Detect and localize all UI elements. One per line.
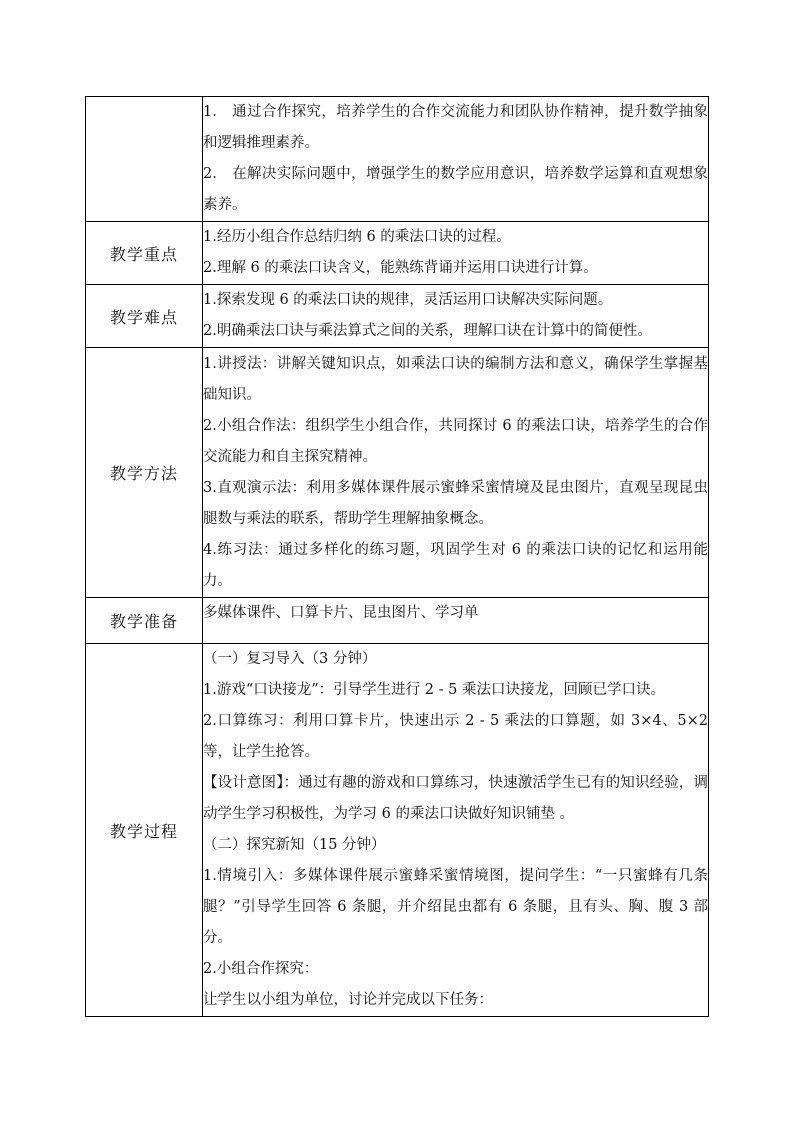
content-paragraph: 1.游戏“口诀接龙”：引导学生进行 2 - 5 乘法口诀接龙，回顾已学口诀。 bbox=[203, 682, 665, 698]
row-label bbox=[86, 97, 203, 222]
row-label: 教学重点 bbox=[86, 222, 203, 285]
content-paragraph: 3.直观演示法：利用多媒体课件展示蜜蜂采蜜情境及昆虫图片，直观呈现昆虫腿数与乘法的联系，帮助学生理解抽象概念。 bbox=[203, 479, 708, 527]
row-content bbox=[203, 348, 709, 598]
row-label: 教学准备 bbox=[86, 598, 203, 644]
content-paragraph: 2.口算练习：利用口算卡片，快速出示 2 - 5 乘法的口算题，如 3×4、5×2 等，让学生抢答。 bbox=[203, 713, 708, 760]
content-paragraph: 2.明确乘法口诀与乘法算式之间的关系，理解口诀在计算中的简便性。 bbox=[203, 323, 652, 339]
row-content bbox=[203, 222, 709, 285]
content-paragraph: 2.小组合作法：组织学生小组合作，共同探讨 6 的乘法口诀，培养学生的合作交流能力和自主探究精神。 bbox=[203, 417, 708, 465]
row-content bbox=[203, 598, 709, 644]
section-heading: （一）复习导入（3 分钟） bbox=[203, 651, 377, 667]
row-label: 教学过程 bbox=[86, 644, 203, 1017]
content-paragraph: 让学生以小组为单位，讨论并完成以下任务： bbox=[203, 992, 493, 1008]
table-row bbox=[86, 222, 709, 285]
content-paragraph: 1.探索发现 6 的乘法口诀的规律，灵活运用口诀解决实际问题。 bbox=[203, 292, 613, 308]
content-paragraph: 1. 通过合作探究，培养学生的合作交流能力和团队协作精神，提升数学抽象和逻辑推理素养。 bbox=[203, 104, 708, 151]
row-label: 教学方法 bbox=[86, 348, 203, 598]
content-paragraph: 多媒体课件、口算卡片、昆虫图片、学习单 bbox=[203, 605, 479, 621]
section-heading: （二）探究新知（15 分钟） bbox=[203, 837, 386, 853]
row-content bbox=[203, 285, 709, 348]
content-paragraph: 4.练习法：通过多样化的练习题，巩固学生对 6 的乘法口诀的记忆和运用能力。 bbox=[203, 541, 708, 589]
table-row bbox=[86, 644, 709, 1017]
row-content bbox=[203, 644, 709, 1017]
table-row bbox=[86, 97, 709, 222]
content-paragraph: 2. 在解决实际问题中，增强学生的数学应用意识，培养数学运算和直观想象素养。 bbox=[203, 166, 708, 213]
content-paragraph: 1.经历小组合作总结归纳 6 的乘法口诀的过程。 bbox=[203, 229, 511, 245]
lesson-plan-table bbox=[85, 96, 709, 1017]
table-row bbox=[86, 348, 709, 598]
table-row bbox=[86, 285, 709, 348]
design-intent-paragraph: 【设计意图】：通过有趣的游戏和口算练习，快速激活学生已有的知识经验，调动学生学习积极性，为学习 6 的乘法口诀做好知识铺垫 。 bbox=[203, 775, 708, 822]
content-paragraph: 1.情境引入：多媒体课件展示蜜蜂采蜜情境图，提问学生：“一只蜜蜂有几条腿？”引导学生回答 6 条腿，并介绍昆虫都有 6 条腿，且有头、胸、腹 3 部分。 bbox=[203, 868, 708, 946]
table-row bbox=[86, 598, 709, 644]
content-paragraph: 2.理解 6 的乘法口诀含义，能熟练背诵并运用口诀进行计算。 bbox=[203, 260, 598, 276]
row-label: 教学难点 bbox=[86, 285, 203, 348]
content-paragraph: 2.小组合作探究： bbox=[203, 961, 319, 977]
row-content bbox=[203, 97, 709, 222]
content-paragraph: 1.讲授法：讲解关键知识点，如乘法口诀的编制方法和意义，确保学生掌握基础知识。 bbox=[203, 355, 708, 403]
